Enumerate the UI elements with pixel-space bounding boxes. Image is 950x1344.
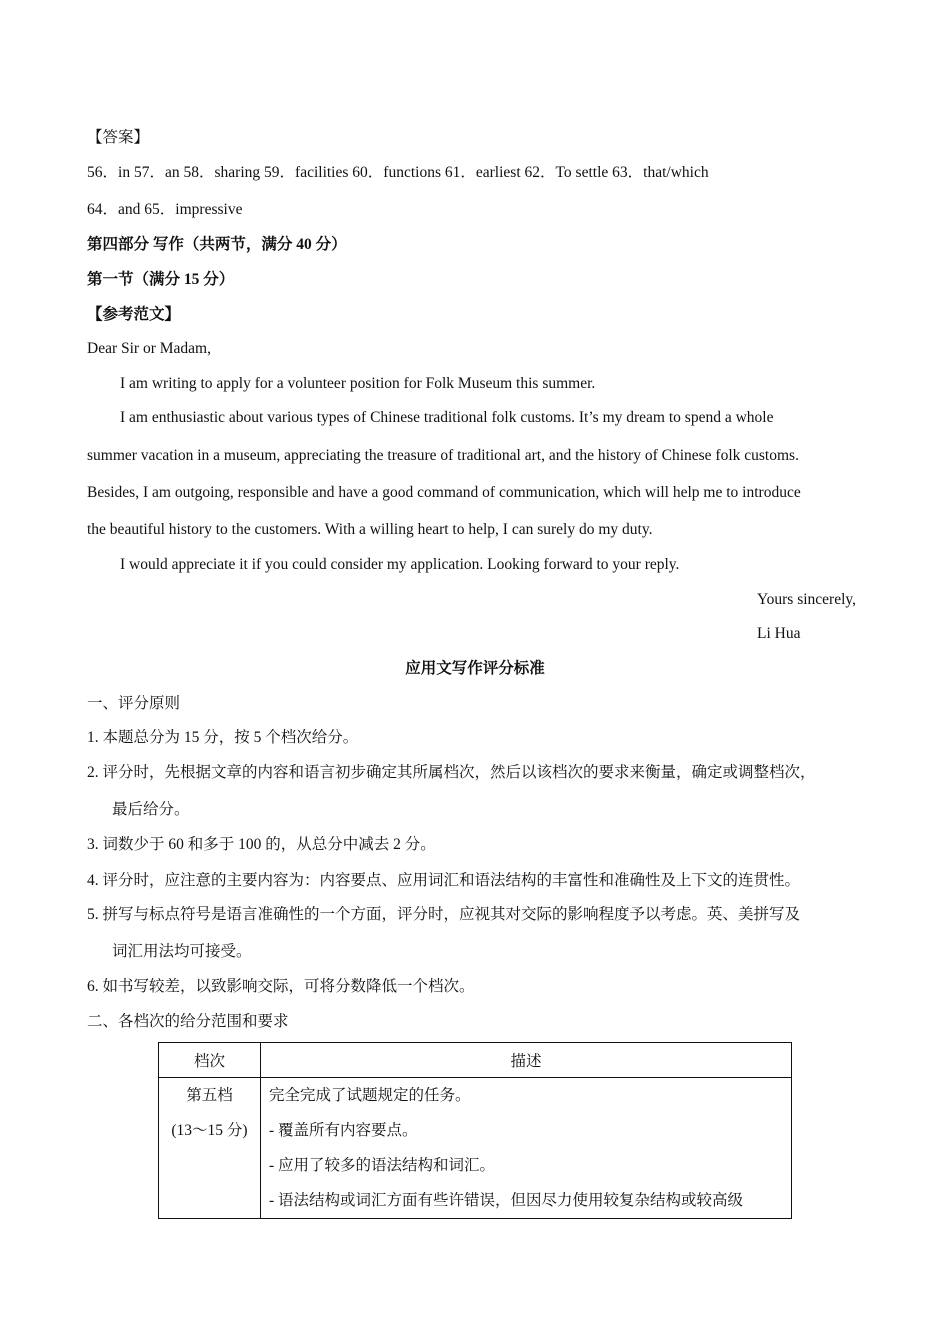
letter-paragraph-2-line-2: summer vacation in a museum, appreciating the treasure of traditional art, and the history of Chinese folk customs. — [87, 447, 799, 464]
level-cell — [159, 1078, 261, 1219]
answer-57 — [134, 163, 180, 183]
answer-number: 64． — [87, 201, 119, 218]
letter-paragraph-2-line-1: I am enthusiastic about various types of Chinese traditional folk customs. It’s my dream to spend a whole — [120, 409, 774, 426]
level-range: (13～15 分) — [171, 1122, 248, 1139]
answer-65 — [144, 200, 242, 220]
grading-table — [158, 1042, 792, 1219]
answer-word: in — [118, 164, 131, 181]
answer-heading: 【答案】 — [87, 129, 150, 146]
answer-word: that/which — [643, 164, 709, 181]
criteria-rule-5-line-2: 词汇用法均可接受。 — [112, 943, 252, 960]
letter-closing: Yours sincerely, — [757, 591, 857, 608]
answer-number: 59． — [264, 164, 296, 181]
answer-word: To settle — [555, 164, 609, 181]
answer-62 — [525, 163, 609, 183]
section1-title: 第一节（满分 15 分） — [87, 271, 235, 288]
answer-number: 65． — [144, 201, 176, 218]
letter-signature: Li Hua — [757, 625, 801, 642]
criteria-rule-6: 6. 如书写较差，以致影响交际，可将分数降低一个档次。 — [87, 978, 475, 995]
letter-paragraph-2-line-3: Besides, I am outgoing, responsible and have a good command of communication, which will help me to introduce — [87, 484, 801, 501]
answer-word: sharing — [214, 164, 261, 181]
answer-number: 57． — [133, 164, 165, 181]
answer-number: 61． — [444, 164, 476, 181]
answer-number: 56． — [87, 164, 119, 181]
criteria-rule-2-line-1: 2. 评分时，先根据文章的内容和语言初步确定其所属档次，然后以该档次的要求来衡量，确定或调整档次， — [87, 764, 816, 781]
answer-64 — [87, 200, 140, 220]
letter-paragraph-3: I would appreciate it if you could consider my application. Looking forward to your reply. — [120, 556, 680, 573]
description-line: - 语法结构或词汇方面有些许错误，但因尽力使用较复杂结构或较高级 — [269, 1192, 744, 1209]
description-line: 完全完成了试题规定的任务。 — [269, 1087, 471, 1104]
description-line: - 覆盖所有内容要点。 — [269, 1122, 418, 1139]
criteria-rule-4: 4. 评分时，应注意的主要内容为：内容要点、应用词汇和语法结构的丰富性和准确性及上下文的连贯性。 — [87, 872, 801, 889]
answer-word: and — [118, 201, 141, 218]
letter-paragraph-2-line-4: the beautiful history to the customers. With a willing heart to help, I can surely do my duty. — [87, 521, 653, 538]
table-header-row — [159, 1043, 792, 1078]
letter-paragraph-1: I am writing to apply for a volunteer position for Folk Museum this summer. — [120, 375, 596, 392]
header-level: 档次 — [159, 1043, 261, 1078]
answer-row-1 — [87, 163, 709, 183]
header-description: 描述 — [261, 1043, 792, 1078]
answer-word: an — [164, 164, 180, 181]
answer-60 — [352, 163, 441, 183]
answer-number: 63． — [612, 164, 644, 181]
answer-word: facilities — [295, 164, 349, 181]
criteria-rule-3: 3. 词数少于 60 和多于 100 的，从总分中减去 2 分。 — [87, 836, 436, 853]
answer-word: earliest — [475, 164, 521, 181]
answer-56 — [87, 163, 130, 183]
answer-row-2 — [87, 200, 242, 220]
criteria-rule-2-line-2: 最后给分。 — [112, 801, 190, 818]
answer-58 — [183, 163, 260, 183]
criteria-part1-title: 一、评分原则 — [87, 695, 181, 712]
answer-61 — [445, 163, 521, 183]
answer-word: functions — [383, 164, 441, 181]
answer-number: 62． — [524, 164, 556, 181]
description-line: - 应用了较多的语法结构和词汇。 — [269, 1157, 496, 1174]
criteria-part2-title: 二、各档次的给分范围和要求 — [87, 1013, 289, 1030]
sample-heading: 【参考范文】 — [87, 306, 181, 323]
answer-word: impressive — [175, 201, 243, 218]
level-name: 第五档 — [186, 1087, 233, 1104]
letter-salutation: Dear Sir or Madam, — [87, 340, 211, 357]
answer-59 — [264, 163, 348, 183]
answer-number: 60． — [352, 164, 384, 181]
section4-title: 第四部分 写作（共两节，满分 40 分） — [87, 236, 347, 253]
criteria-rule-1: 1. 本题总分为 15 分，按 5 个档次给分。 — [87, 729, 359, 746]
description-cell — [261, 1078, 792, 1219]
criteria-rule-5-line-1: 5. 拼写与标点符号是语言准确性的一个方面，评分时，应视其对交际的影响程度予以考虑。英、美拼写及 — [87, 906, 801, 923]
answer-63 — [612, 163, 708, 183]
answer-number: 58． — [183, 164, 215, 181]
criteria-title: 应用文写作评分标准 — [405, 660, 545, 677]
table-row — [159, 1078, 792, 1219]
